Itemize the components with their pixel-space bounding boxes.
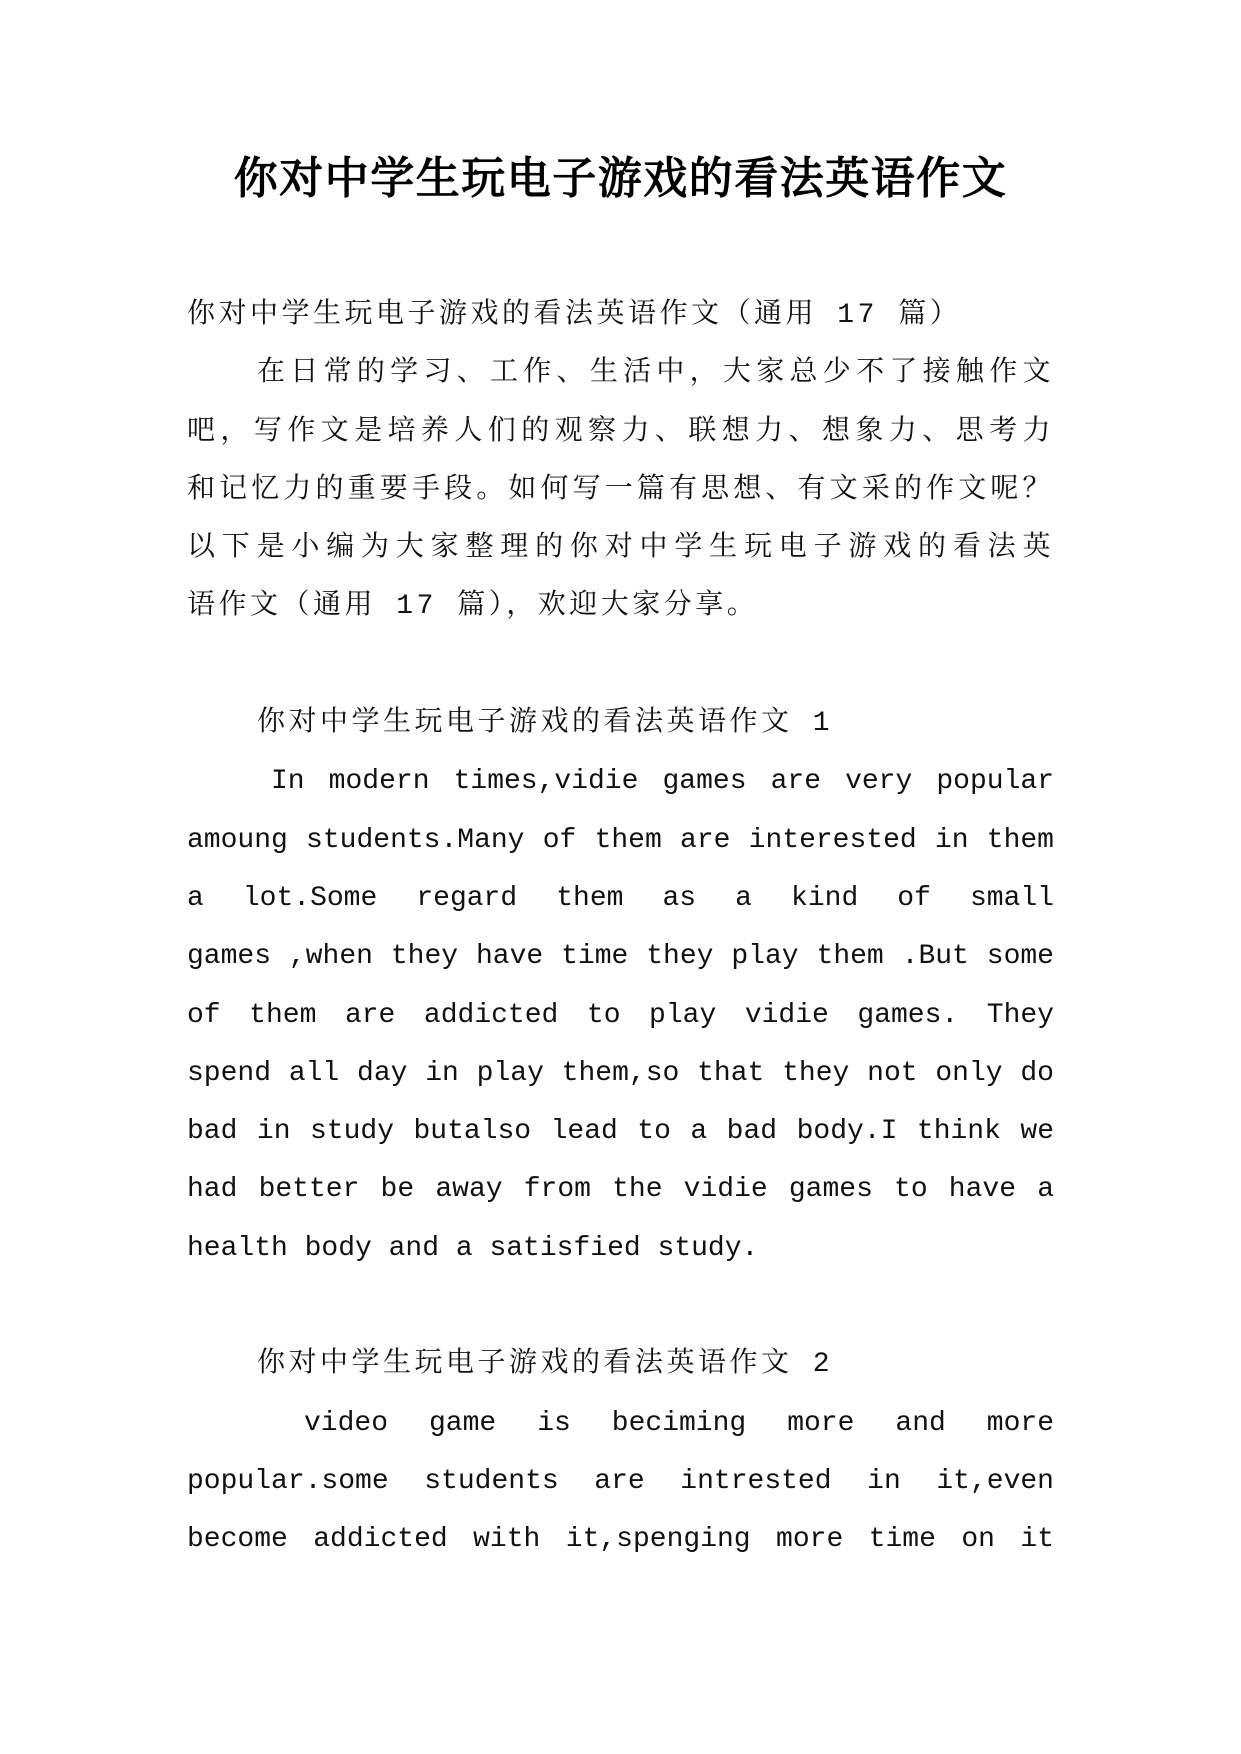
essay-line: had better be away from the vidie games to have a — [187, 1174, 1054, 1206]
paragraph-spacer — [187, 1278, 1054, 1336]
paragraph-spacer — [187, 637, 1054, 695]
essay-line: amoung students.Many of them are interested in them — [187, 824, 1054, 856]
essay-1-paragraph — [187, 753, 1054, 1278]
essay-2-paragraph — [187, 1395, 1054, 1570]
intro-line: 吧，写作文是培养人们的观察力、联想力、想象力、思考力 — [187, 416, 1054, 448]
essay-line: a lot.Some regard them as a kind of small — [187, 882, 1054, 914]
intro-line: 和记忆力的重要手段。如何写一篇有思想、有文采的作文呢？ — [187, 474, 1054, 506]
essay-line: games ,when they have time they play them .But some — [187, 941, 1054, 973]
document-title: 你对中学生玩电子游戏的看法英语作文 — [233, 153, 1008, 204]
essay-line: of them are addicted to play vidie games. They — [187, 999, 1054, 1031]
essay-line: popular.some students are intrested in it,even — [187, 1465, 1054, 1497]
essay-1-heading: 你对中学生玩电子游戏的看法英语作文 1 — [257, 708, 834, 740]
intro-line: 在日常的学习、工作、生活中，大家总少不了接触作文 — [257, 358, 1054, 390]
document-body — [187, 287, 1054, 1570]
document-subtitle: 你对中学生玩电子游戏的看法英语作文（通用 17 篇） — [187, 300, 962, 331]
essay-2-heading: 你对中学生玩电子游戏的看法英语作文 2 — [257, 1349, 834, 1381]
intro-line: 语作文（通用 17 篇），欢迎大家分享。 — [187, 591, 759, 623]
essay-line: health body and a satisfied study. — [187, 1232, 759, 1264]
intro-paragraph — [187, 345, 1054, 636]
essay-line: become addicted with it,spenging more time on it — [187, 1524, 1054, 1556]
essay-line: bad in study butalso lead to a bad body.I think we — [187, 1116, 1054, 1148]
essay-line: spend all day in play them,so that they not only do — [187, 1057, 1054, 1089]
essay-line: video game is beciming more and more — [304, 1407, 1054, 1439]
essay-line: In modern times,vidie games are very popular — [271, 766, 1054, 798]
intro-line: 以下是小编为大家整理的你对中学生玩电子游戏的看法英 — [187, 533, 1054, 565]
